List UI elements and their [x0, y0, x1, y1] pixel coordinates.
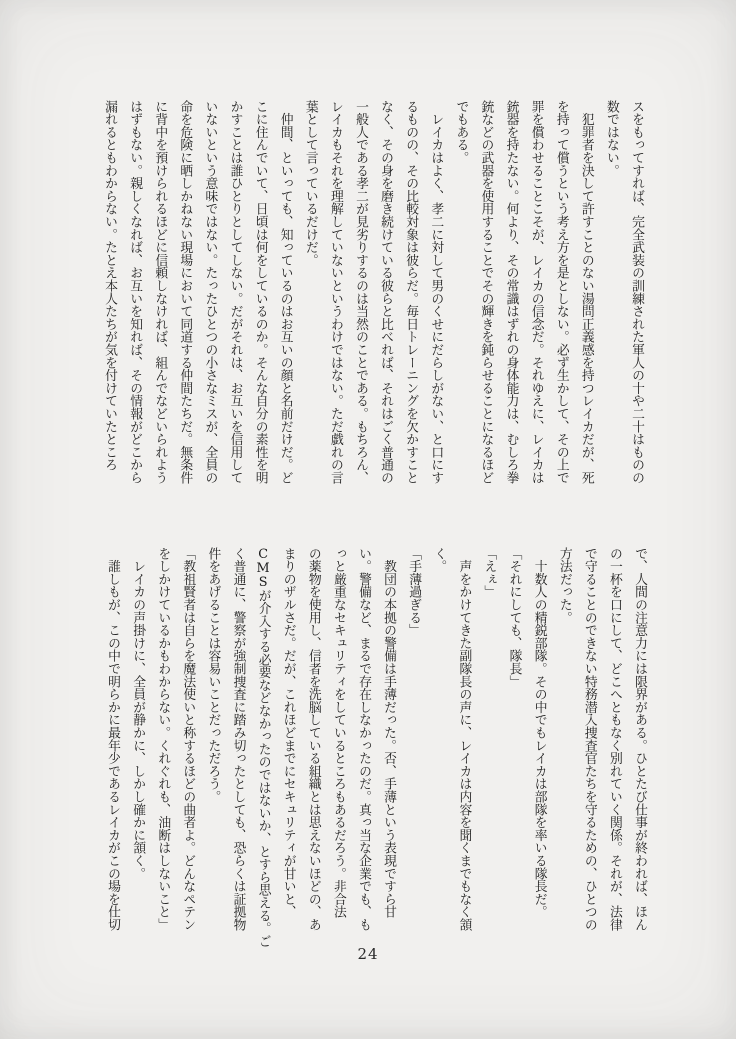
text-block-lower — [100, 547, 652, 948]
text-column: レイカもそれを理解していないというわけではない。ただ戯れの言 — [327, 100, 343, 484]
text-column: こに住んでいて、日頃は何をしているのか。そんな自分の素性を明 — [252, 100, 268, 484]
text-column: 教団の本拠の警備は手薄だった。否、手薄という表現ですら甘 — [381, 547, 397, 919]
text-column: 件をあげることは容易いことだっただろう。 — [205, 547, 221, 803]
text-column: 「手薄過ぎる」 — [406, 547, 422, 637]
text-column: 犯罪者を決して許すことのない湯問正義感を持つレイカだが、死 — [578, 100, 594, 484]
text-column: 葉として言っているだけだ。 — [302, 100, 318, 267]
text-column: でもある。 — [453, 100, 469, 164]
text-column: の一杯を口にして、どこへともなく別れていく関係。それが、法律 — [606, 547, 622, 931]
text-column: レイカの声掛けに、全員が静かに、しかし確かに頷く。 — [130, 547, 146, 880]
text-column: いないという意味ではない。たったひとつの小さなミスが、全員の — [202, 100, 218, 484]
text-column: の薬物を使用し、信者を洗脳している組織とは思えないほどの、あ — [305, 547, 321, 931]
text-column: 漏れるともわからない。たとえ本人たちが気を付けていたところ — [102, 100, 118, 472]
text-column: かすことは誰ひとりとしてしない。だがそれは、お互いを信用して — [227, 100, 243, 484]
text-column: はずもない。親しくなれば、お互いを知れば、その情報がどこから — [127, 100, 143, 484]
text-column: っと厳重なセキュリティをしているところもあるだろう。非合法 — [330, 547, 346, 919]
text-column: 誰しもが、この中で明らかに最年少であるレイカがこの場を仕切 — [105, 547, 121, 931]
text-column: 命を危険に晒しかねない現場において同道する仲間たちだ。無条件 — [177, 100, 193, 484]
text-column: 声をかけてきた副隊長の声に、レイカは内容を聞くまでもなく頷 — [456, 547, 472, 931]
text-column: 銃などの武器を使用することでその輝きを鈍らせることになるほど — [478, 100, 494, 484]
text-column: まりのザルさだ。だが、これほどまでにセキュリティが甘いと、 — [280, 547, 296, 919]
text-column: く。 — [431, 547, 447, 573]
text-column: 罪を償わせることこそが、レイカの信念だ。それゆえに、レイカは — [528, 100, 544, 484]
text-column: るものの、その比較対象は彼らだ。毎日トレーニングを欠かすこと — [403, 100, 419, 484]
text-column: で、人間の注意力には限界がある。ひとたび仕事が終われば、ほん — [632, 547, 647, 931]
text-column: 「それにしても、隊長」 — [506, 547, 522, 688]
text-column: で守ることのできない特務潜入捜査官たちを守るための、ひとつの — [581, 547, 597, 931]
text-column: スをもってすれば、完全武装の訓練された軍人の十や二十はものの — [629, 100, 644, 484]
text-block-upper — [97, 100, 649, 486]
latin-run: CMS — [255, 547, 271, 589]
text-column: く普通に、警察が強制捜査に踏み切ったとしても、恐らくは証拠物 — [230, 547, 246, 931]
text-column: 仲間、といっても、知っているのはお互いの顔と名前だけだ。ど — [277, 100, 293, 484]
text-column: 一般人である孝二が見劣りするのは当然のことである。もちろん、 — [352, 100, 368, 484]
text-column: CMSが介入する必要などなかったのではないか、とすら思える。ご — [255, 547, 271, 948]
text-column: 銃器を持たない。何より、その常識はずれの身体能力は、むしろ拳 — [503, 100, 519, 484]
text-column: 方法だった。 — [556, 547, 572, 624]
text-column: に背中を預けられるほどに信頼しなければ、組んでなどいられよう — [152, 100, 168, 484]
text-column: をしかけているかもわからない。くれぐれも、油断はしないこと」 — [155, 547, 171, 931]
text-column: 「えぇ」 — [481, 547, 497, 599]
text-column: レイカはよく、孝二に対して男のくせにだらしがない、と口にす — [428, 100, 444, 484]
text-column: 数ではない。 — [603, 100, 619, 177]
text-column: 十数人の精鋭部隊。その中でもレイカは部隊を率いる隊長だ。 — [531, 547, 547, 919]
text-column: 「教祖賢者は自らを魔法使いと称するほどの曲者よ。どんなペテン — [180, 547, 196, 931]
text-column: なく、その身を磨き続けている彼らと比べれば、それはごく普通の — [378, 100, 394, 484]
text-column: い。警備など、まるで存在しなかったのだ。真っ当な企業でも、も — [355, 547, 371, 931]
text-column: を持って償うという考え方を是としない。必ず生かして、その上で — [553, 100, 569, 484]
page-number: 24 — [357, 945, 379, 963]
